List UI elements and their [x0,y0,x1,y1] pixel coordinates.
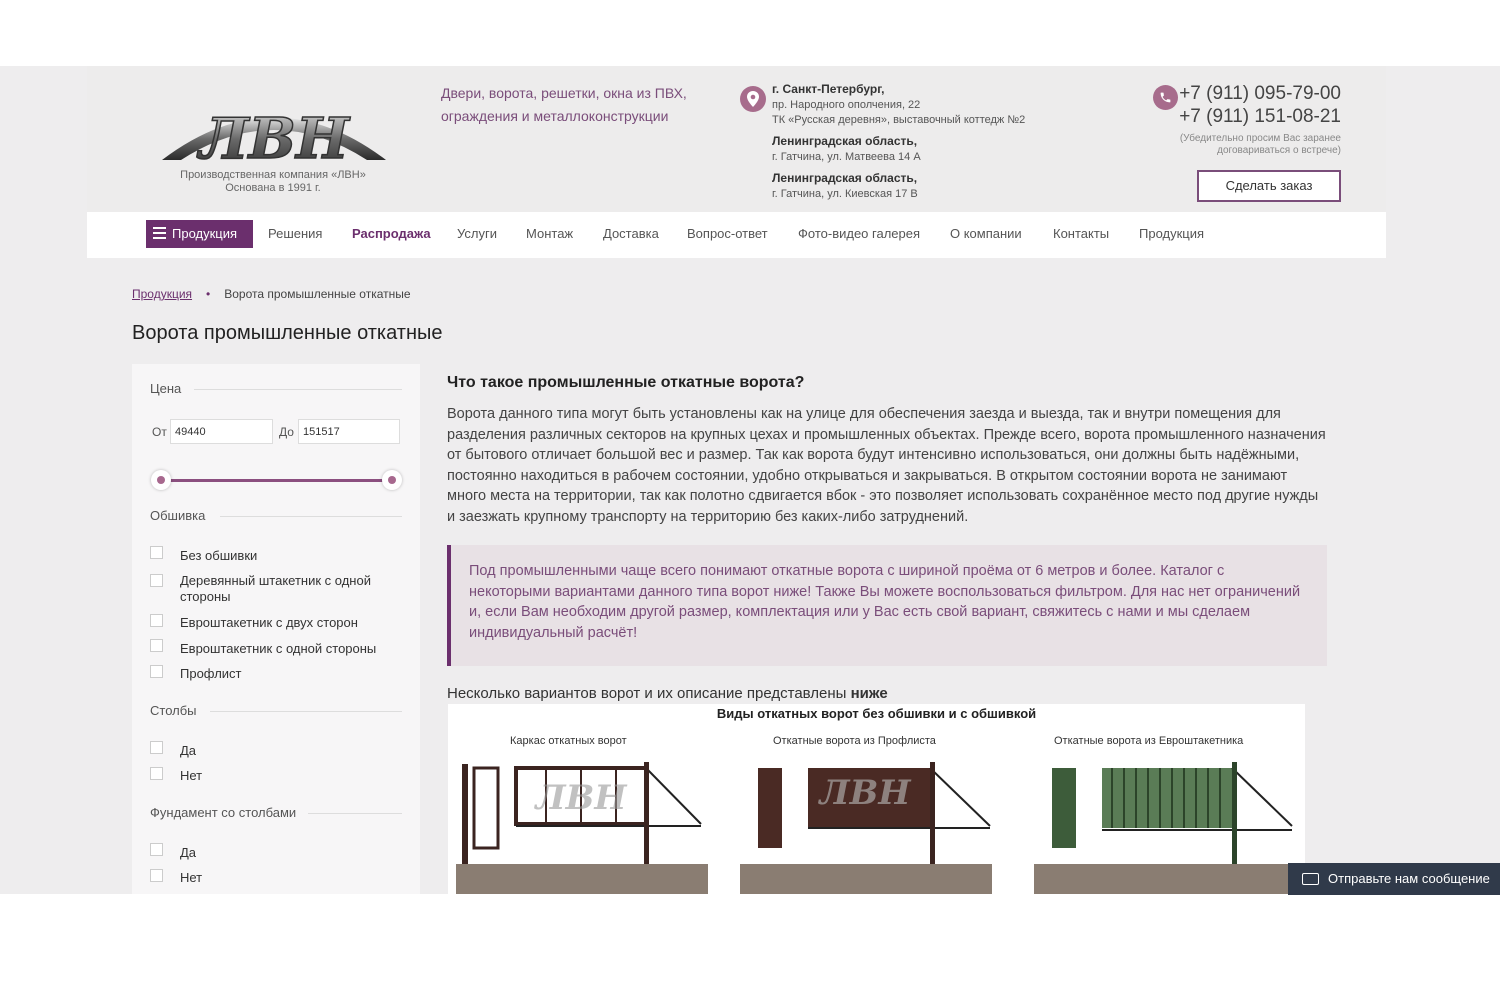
divider [308,813,402,814]
nav-item-sale[interactable]: Распродажа [352,226,431,241]
phone-icon [1153,85,1178,110]
nav-item-products[interactable]: Продукция [1139,226,1205,241]
foundation-option-label[interactable]: Нет [180,870,203,885]
cladding-option-label[interactable]: Евроштакетник с двух сторон [180,615,358,630]
address-block-1 [772,82,1025,128]
nav-item-label: Продукция [172,226,238,241]
variants-intro [447,685,888,702]
foundation-option-label[interactable]: Да [180,845,197,860]
checkbox[interactable] [150,741,163,754]
nav-item-services[interactable]: Услуги [457,226,497,241]
phone-number-2[interactable]: +7 (911) 151-08-21 [1179,106,1341,127]
price-to-input[interactable] [298,419,400,444]
divider [210,711,402,712]
breadcrumb [132,287,411,301]
price-slider-track[interactable] [161,479,392,482]
phone-note: (Убедительно просим Вас заранее договариваться о встрече) [1179,133,1341,156]
divider [220,516,402,517]
checkbox[interactable] [150,614,163,627]
checkbox[interactable] [150,665,163,678]
cladding-option-label[interactable]: Евроштакетник с одной стороны [180,641,377,656]
cladding-option-label[interactable]: Профлист [180,666,242,681]
order-button[interactable]: Сделать заказ [1197,170,1341,202]
gate-frame-illustration [456,754,718,894]
gate-image-title: Виды откатных ворот без обшивки и с обшивкой [716,706,1037,721]
logo-subtitle [147,169,399,195]
gate-caption-frame: Каркас откатных ворот [510,735,627,747]
nav-item-delivery[interactable]: Доставка [603,226,659,241]
page-frame [0,66,1500,894]
cladding-option-label[interactable]: Деревянный штакетник с одной стороны [180,573,371,604]
price-from-label: От [152,425,167,439]
price-to-label: До [279,425,294,439]
chat-widget-button[interactable] [1288,863,1500,895]
article-content [447,374,1327,702]
checkbox[interactable] [150,639,163,652]
checkbox[interactable] [150,843,163,856]
hamburger-icon [153,227,166,242]
watermark: ЛВН [819,773,911,813]
variants-text: Несколько вариантов ворот и их описание представлены [447,685,851,702]
logo-subtitle-line1: Производственная компания «ЛВН» [180,169,366,181]
address-line: г. Гатчина, ул. Киевская 17 В [772,188,918,200]
filter-posts-label: Столбы [150,703,197,718]
chat-label: Отправьте нам сообщение [1328,871,1490,886]
posts-option-label[interactable]: Да [180,743,197,758]
nav-item-contacts[interactable]: Контакты [1053,226,1110,241]
gate-types-image [448,704,1305,894]
posts-option-label[interactable]: Нет [180,768,203,783]
logo-text: ЛВН [199,106,349,172]
address-line: ТК «Русская деревня», выставочный коттедж №2 [772,114,1026,126]
address-block-2 [772,134,921,165]
article-intro: Ворота данного типа могут быть установлены как на улице для обеспечения заезда и выезда, так и внутри помещения для разделения различных секторов на крупных цехах и промышленных объектах. Прежде всего, ворота промышленного назначения от бытового отличает большой вес и размер. Так как ворота будут интенсивно использоваться, они должны быть надёжными, постоянно находиться в рабочем состоянии, удобно открываться и закрываться. В открытом состоянии ворота не занимают много места на территории, так как полотно сдвигается вбок - это позволяет использовать сохранённое место под другие нужды и заезжать крупному транспорту на территорию без каких-либо затруднений. [447,406,1326,525]
filter-price-label: Цена [150,381,182,396]
filter-cladding-label: Обшивка [150,508,206,523]
divider [194,389,402,390]
breadcrumb-current: Ворота промышленные откатные [224,287,411,301]
page-title: Ворота промышленные откатные [132,322,443,344]
address-city: г. Санкт-Петербург, [772,82,885,96]
address-city: Ленинградская область, [772,171,918,185]
watermark: ЛВН [535,778,627,818]
address-city: Ленинградская область, [772,134,918,148]
article-heading: Что такое промышленные откатные ворота? [447,374,805,391]
location-pin-icon [740,86,766,112]
phone-number-1[interactable]: +7 (911) 095-79-00 [1179,83,1341,104]
breadcrumb-separator: • [206,287,211,301]
checkbox[interactable] [150,546,163,559]
price-slider-max-handle[interactable] [382,470,402,490]
checkbox[interactable] [150,767,163,780]
gate-caption-picket: Откатные ворота из Евроштакетника [1054,735,1244,747]
gate-profile-illustration [740,754,1002,894]
filter-foundation-label: Фундамент со столбами [150,805,297,820]
gate-caption-profile: Откатные ворота из Профлиста [773,735,936,747]
nav-item-faq[interactable]: Вопрос-ответ [687,226,768,241]
nav-item-installation[interactable]: Монтаж [526,226,574,241]
site-header [87,66,1386,212]
info-quote: Под промышленными чаще всего понимают откатные ворота с шириной проёма от 6 метров и более. Каталог с некоторыми вариантами данного типа ворот ниже! Также Вы можете воспользоваться фильтром. Для нас нет ограничений и, если Вам необходим другой размер, комплектация или у Вас есть свой вариант, свяжитесь с нами и мы сделаем индивидуальный расчёт! [447,545,1327,666]
price-from-input[interactable] [170,419,273,444]
gate-picket-illustration [1034,754,1296,894]
variants-bold: ниже [850,685,888,702]
nav-item-about[interactable]: О компании [950,226,1022,241]
nav-item-solutions[interactable]: Решения [268,226,323,241]
filter-panel [132,364,420,894]
main-nav [87,212,1386,258]
tagline: Двери, ворота, решетки, окна из ПВХ, ограждения и металлоконструкции [441,85,687,124]
nav-item-products-menu[interactable] [146,220,253,248]
cladding-option-label[interactable]: Без обшивки [180,548,258,563]
price-slider-min-handle[interactable] [151,470,171,490]
envelope-icon [1302,873,1319,885]
checkbox[interactable] [150,574,163,587]
nav-item-gallery[interactable]: Фото-видео галерея [798,226,921,241]
checkbox[interactable] [150,869,163,882]
breadcrumb-link[interactable]: Продукция [132,287,193,301]
address-line: пр. Народного ополчения, 22 [772,99,921,111]
address-block-3 [772,171,918,202]
address-line: г. Гатчина, ул. Матвеева 14 А [772,151,921,163]
logo-subtitle-line2: Основана в 1991 г. [225,182,321,194]
